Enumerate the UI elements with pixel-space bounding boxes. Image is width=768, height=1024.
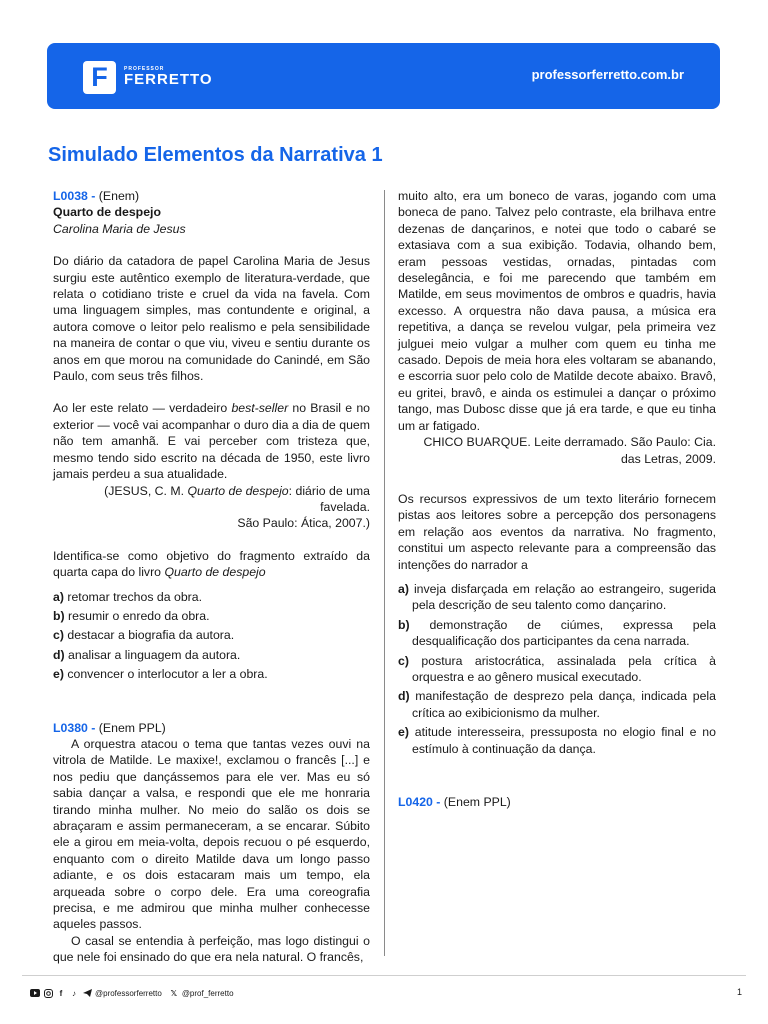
text-paragraph: O casal se entendia à perfeição, mas logo distingui o que nele foi ensinado do que era nela natural. O francês,	[53, 933, 370, 965]
logo[interactable]	[83, 59, 213, 95]
answer-option[interactable]: b) resumir o enredo da obra.	[53, 608, 210, 623]
answer-option[interactable]: c) postura aristocrática, assinalada pela crítica à orquestra e ao gênero musical executado.	[398, 653, 717, 684]
instagram-icon[interactable]	[43, 988, 53, 998]
site-link[interactable]: professorferretto.com.br	[531, 67, 684, 82]
text-paragraph: Do diário da catadora de papel Carolina Maria de Jesus surgiu este autêntico exemplo de literatura-verdade, que relata o cotidiano triste e cruel da vida na favela. Com uma linguagem simples, mas contundente e original, a autora comove o leitor pelo realismo e pela sensibilidade na maneira de contar o que viu, viveu e sentiu durante os anos em que morou na comunidade do Canindé, em São Paulo, com seus três filhos.	[53, 254, 370, 384]
question-header	[398, 794, 716, 810]
work-title: Quarto de despejo	[53, 205, 161, 220]
answer-option[interactable]: e) atitude interesseira, pressuposta no elogio final e no estímulo à continuação da dança.	[398, 725, 716, 756]
text-reference-line2: São Paulo: Ática, 2007.)	[237, 516, 370, 531]
text-paragraph: A orquestra atacou o tema que tantas vezes ouvi na vitrola de Matilde. Le maxixe!, exclamou o francês [...] e nos pediu que dançássemos para ele ver. Mas eu só sabia dançar a valsa, e respondi que ele me honraria tirando minha mulher. No meio do salão os dois se abraçaram e assim permaneceram, a se encarar. Súbito ele a girou em meia-volta, depois recuou o pé esquerdo, enquanto com o direito Matilde dava um longo passo adiante, e os dois estacaram mais um tempo, ela arqueada sobre o corpo dele. Era uma coreografia precisa, e me admirou que minha mulher conhecesse aqueles passos.	[53, 736, 370, 932]
text-reference: CHICO BUARQUE. Leite derramado. São Paulo: Cia. das Letras, 2009.	[423, 435, 716, 466]
column-divider	[384, 190, 385, 956]
answer-option[interactable]: b) demonstração de ciúmes, expressa pela desqualificação dos participantes da cena narrada.	[398, 617, 716, 649]
logo-tagline: PROFESSOR	[124, 66, 165, 72]
answer-options	[398, 581, 716, 757]
answer-option[interactable]: d) analisar a linguagem da autora.	[53, 647, 241, 662]
answer-option[interactable]: d) manifestação de desprezo pela dança, indicada pela crítica ao exibicionismo da mulher.	[398, 689, 716, 720]
question-header	[53, 720, 370, 736]
page-number: 1	[736, 987, 742, 997]
facebook-icon[interactable]: f	[59, 988, 63, 998]
telegram-icon[interactable]	[82, 988, 92, 998]
x-handle[interactable]: @prof_ferretto	[181, 988, 234, 998]
question-prompt: Identifica-se como objetivo do fragmento extraído da quarta capa do livro Quarto de despejo	[53, 548, 370, 580]
answer-option[interactable]: c) destacar a biografia da autora.	[53, 628, 235, 643]
text-paragraph: Ao ler este relato — verdadeiro best-seller no Brasil e no exterior — você vai acompanhar o duro dia a dia de quem não tem amanhã. E vai perceber com tristeza que, mesmo tendo sido escrito na década de 1950, este livro jamais perdeu a sua atualidade.	[53, 401, 370, 482]
footer-divider	[22, 975, 746, 976]
right-column	[398, 188, 716, 810]
logo-name: FERRETTO	[124, 71, 213, 88]
header-banner	[47, 43, 720, 109]
question-code[interactable]: L0038 -	[53, 189, 96, 203]
answer-options	[53, 589, 370, 683]
question-code[interactable]: L0380 -	[53, 720, 96, 735]
work-author: Carolina Maria de Jesus	[53, 221, 186, 236]
instagram-handle[interactable]: @professorferretto	[95, 988, 162, 998]
question-header	[53, 188, 370, 204]
text-reference: (JESUS, C. M. Quarto de despejo: diário de uma favelada.	[104, 483, 370, 514]
left-column	[53, 188, 370, 966]
question-prompt: Os recursos expressivos de um texto literário fornecem pistas aos leitores sobre a percepção dos personagens em relação aos eventos da narrativa. No fragmento, constitui um aspecto relevante para a compreensão das intenções do narrador a	[398, 491, 716, 572]
answer-option[interactable]: e) convencer o interlocutor a ler a obra.	[53, 667, 268, 682]
tiktok-icon[interactable]: ♪	[72, 988, 76, 998]
text-paragraph: muito alto, era um boneco de varas, jogando com uma boneca de pano. Talvez pelo contraste, ela brilhava entre dezenas de dançarinos, e notei que todo o cabaré se extasiava com a sua exibição. Todavia, olhando bem, eram pessoas vestidas, ornadas, pintadas com deselegância, e foi me parecendo que também em Matilde, em seus movimentos de ombros e quadris, havia excesso. A orquestra não dava pausa, a música era repetitiva, a dança se revelou vulgar, pela primeira vez julguei meio vulgar a mulher com quem eu tinha me casado. Depois de meia hora eles voltaram se abanando, e escorria suor pelo colo de Matilde decote abaixo. Bravô, eu gritei, bravô, e ainda os estimulei a dançar o próximo tango, mas Dubosc disse que já era tarde, e que eu tinha um ar fatigado.	[398, 189, 716, 433]
question-source: (Enem)	[95, 189, 140, 203]
logo-mark: F	[83, 61, 116, 94]
x-icon[interactable]: 𝕏	[170, 988, 178, 998]
question-code[interactable]: L0420 -	[398, 795, 441, 809]
question-source: (Enem PPL)	[95, 720, 166, 735]
answer-option[interactable]: a) inveja disfarçada em relação ao estrangeiro, sugerida pela descrição de seu talento como dançarino.	[398, 581, 716, 613]
page-title: Simulado Elementos da Narrativa 1	[48, 144, 383, 166]
question-source: (Enem PPL)	[440, 795, 511, 809]
answer-option[interactable]: a) retomar trechos da obra.	[53, 589, 203, 604]
youtube-icon[interactable]	[30, 988, 40, 998]
footer-social	[30, 988, 234, 998]
